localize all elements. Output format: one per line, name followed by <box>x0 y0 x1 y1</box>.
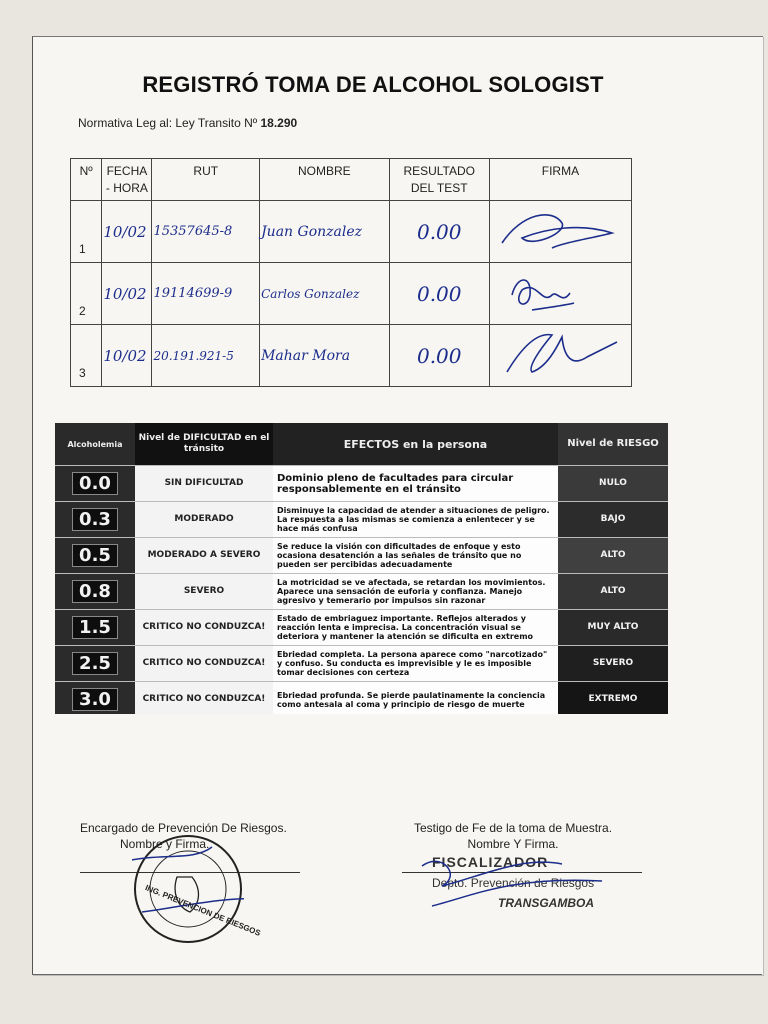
normativa-line <box>78 116 297 130</box>
header-efectos: EFECTOS en la persona <box>273 423 558 465</box>
signature-2 <box>492 265 624 317</box>
riesgo-cell: ALTO <box>558 538 668 573</box>
riesgo-cell: EXTREMO <box>558 682 668 714</box>
normativa-number: 18.290 <box>260 116 298 130</box>
header-rut: RUT <box>152 159 260 201</box>
handwritten-rut: 19114699-9 <box>153 286 233 301</box>
handwritten-resultado: 0.00 <box>416 281 462 306</box>
handwritten-nombre: Juan Gonzalez <box>261 223 362 240</box>
row-nombre <box>260 325 390 387</box>
handwritten-resultado: 0.00 <box>416 343 462 368</box>
header-alcoholemia: Alcoholemia <box>55 423 135 465</box>
alcohol-table-row <box>55 573 668 609</box>
row-firma <box>489 201 631 263</box>
row-rut <box>152 325 260 387</box>
alcohol-table-body <box>55 465 668 714</box>
riesgo-cell: SEVERO <box>558 646 668 681</box>
header-nivel-riesgo: Nivel de RIESGO <box>558 423 668 465</box>
alcoholemia-value: 2.5 <box>72 652 118 675</box>
dificultad-cell: MODERADO A SEVERO <box>135 538 273 573</box>
table-row <box>71 325 632 387</box>
alcohol-level-table <box>55 423 668 714</box>
alcoholemia-cell <box>55 682 135 714</box>
dificultad-cell: CRITICO NO CONDUZCA! <box>135 682 273 714</box>
signature-1 <box>492 203 624 255</box>
alcoholemia-cell <box>55 538 135 573</box>
efecto-cell: Se reduce la visión con dificultades de enfoque y esto ocasiona desatención a las señales de tránsito que no pueden ser percibidas adecuadamente <box>273 538 558 573</box>
register-table <box>70 158 632 387</box>
handwritten-fecha: 10/02 <box>103 222 147 241</box>
riesgo-cell: ALTO <box>558 574 668 609</box>
alcohol-table-row <box>55 681 668 714</box>
alcoholemia-value: 0.8 <box>72 580 118 603</box>
header-fecha-hora: FECHA - HORA <box>102 159 152 201</box>
row-resultado <box>389 201 489 263</box>
normativa-prefix: Normativa Leg al: Ley Transito Nº <box>78 116 258 130</box>
row-number: 1 <box>71 201 102 263</box>
alcoholemia-cell <box>55 574 135 609</box>
alcoholemia-value: 0.3 <box>72 508 118 531</box>
row-number: 3 <box>71 325 102 387</box>
header-firma: FIRMA <box>489 159 631 201</box>
alcoholemia-cell <box>55 466 135 501</box>
right-stamp-line3: TRANSGAMBOA <box>498 896 594 910</box>
row-firma <box>489 263 631 325</box>
alcoholemia-value: 0.5 <box>72 544 118 567</box>
header-nombre: NOMBRE <box>260 159 390 201</box>
header-resultado: RESULTADO DEL TEST <box>389 159 489 201</box>
row-fecha <box>102 263 152 325</box>
right-signature-label: Testigo de Fe de la toma de Muestra. <box>413 821 613 835</box>
handwritten-nombre: Carlos Gonzalez <box>261 286 360 301</box>
efecto-cell: La motricidad se ve afectada, se retardan los movimientos. Aparece una sensación de euforia y confianza. Manejo agresivo y temerario por impulsos sin razonar <box>273 574 558 609</box>
row-rut <box>152 263 260 325</box>
handwritten-fecha: 10/02 <box>103 284 147 303</box>
alcoholemia-cell <box>55 610 135 645</box>
dificultad-cell: CRITICO NO CONDUZCA! <box>135 646 273 681</box>
efecto-cell: Estado de embriaguez importante. Reflejos alterados y reacción lenta e imprecisa. La concentración visual se deteriora y mantener la atención se dificulta en extremo <box>273 610 558 645</box>
alcoholemia-value: 3.0 <box>72 688 118 711</box>
signature-3 <box>492 327 624 379</box>
row-nombre <box>260 263 390 325</box>
row-rut <box>152 201 260 263</box>
row-nombre <box>260 201 390 263</box>
efecto-cell: Ebriedad profunda. Se pierde paulatinamente la conciencia como antesala al coma y principio de riesgo de muerte <box>273 682 558 714</box>
row-resultado <box>389 325 489 387</box>
right-stamp-line1: FISCALIZADOR <box>432 854 549 870</box>
efecto-cell: Ebriedad completa. La persona aparece como "narcotizado" y confuso. Su conducta es imprevisible y le es imposible tomar decisiones con certeza <box>273 646 558 681</box>
document-title: REGISTRÓ TOMA DE ALCOHOL SOLOGIST <box>142 72 604 97</box>
table-row <box>71 201 632 263</box>
right-stamp-line2: Depto. Prevención de Riesgos <box>432 876 595 890</box>
dificultad-cell: SEVERO <box>135 574 273 609</box>
row-number: 2 <box>71 263 102 325</box>
riesgo-cell: BAJO <box>558 502 668 537</box>
row-fecha <box>102 325 152 387</box>
handwritten-fecha: 10/02 <box>103 346 147 365</box>
row-fecha <box>102 201 152 263</box>
dificultad-cell: MODERADO <box>135 502 273 537</box>
dificultad-cell: CRITICO NO CONDUZCA! <box>135 610 273 645</box>
page-bottom-edge <box>32 974 762 975</box>
left-stamp-text: ING. PREVENCION DE RIESGOS <box>143 883 262 938</box>
header-nivel-dificultad: Nivel de DIFICULTAD en el tránsito <box>135 423 273 465</box>
efecto-cell: Disminuye la capacidad de atender a situaciones de peligro. La respuesta a las mismas se comienza a enlentecer y se hace más confusa <box>273 502 558 537</box>
alcohol-table-row <box>55 645 668 681</box>
row-resultado <box>389 263 489 325</box>
alcoholemia-value: 1.5 <box>72 616 118 639</box>
riesgo-cell: NULO <box>558 466 668 501</box>
riesgo-cell: MUY ALTO <box>558 610 668 645</box>
alcoholemia-cell <box>55 502 135 537</box>
register-header-row <box>71 159 632 201</box>
alcohol-table-header <box>55 423 668 465</box>
alcoholemia-cell <box>55 646 135 681</box>
dificultad-cell: SIN DIFICULTAD <box>135 466 273 501</box>
row-firma <box>489 325 631 387</box>
alcoholemia-value: 0.0 <box>72 472 118 495</box>
left-signature-label: Encargado de Prevención De Riesgos. <box>80 821 287 835</box>
alcohol-table-row <box>55 537 668 573</box>
left-signature-sub: Nombre y Firma. <box>120 837 210 851</box>
header-numero: Nº <box>71 159 102 201</box>
efecto-cell: Dominio pleno de facultades para circular responsablemente en el tránsito <box>273 466 558 501</box>
alcohol-table-row <box>55 465 668 501</box>
alcohol-table-row <box>55 609 668 645</box>
right-signature-sub: Nombre Y Firma. <box>467 837 559 851</box>
handwritten-nombre: Mahar Mora <box>261 347 351 364</box>
handwritten-rut: 20.191.921-5 <box>153 348 234 363</box>
handwritten-rut: 15357645-8 <box>153 224 233 239</box>
right-signature <box>402 846 632 926</box>
alcohol-table-row <box>55 501 668 537</box>
handwritten-resultado: 0.00 <box>416 219 462 244</box>
table-row <box>71 263 632 325</box>
